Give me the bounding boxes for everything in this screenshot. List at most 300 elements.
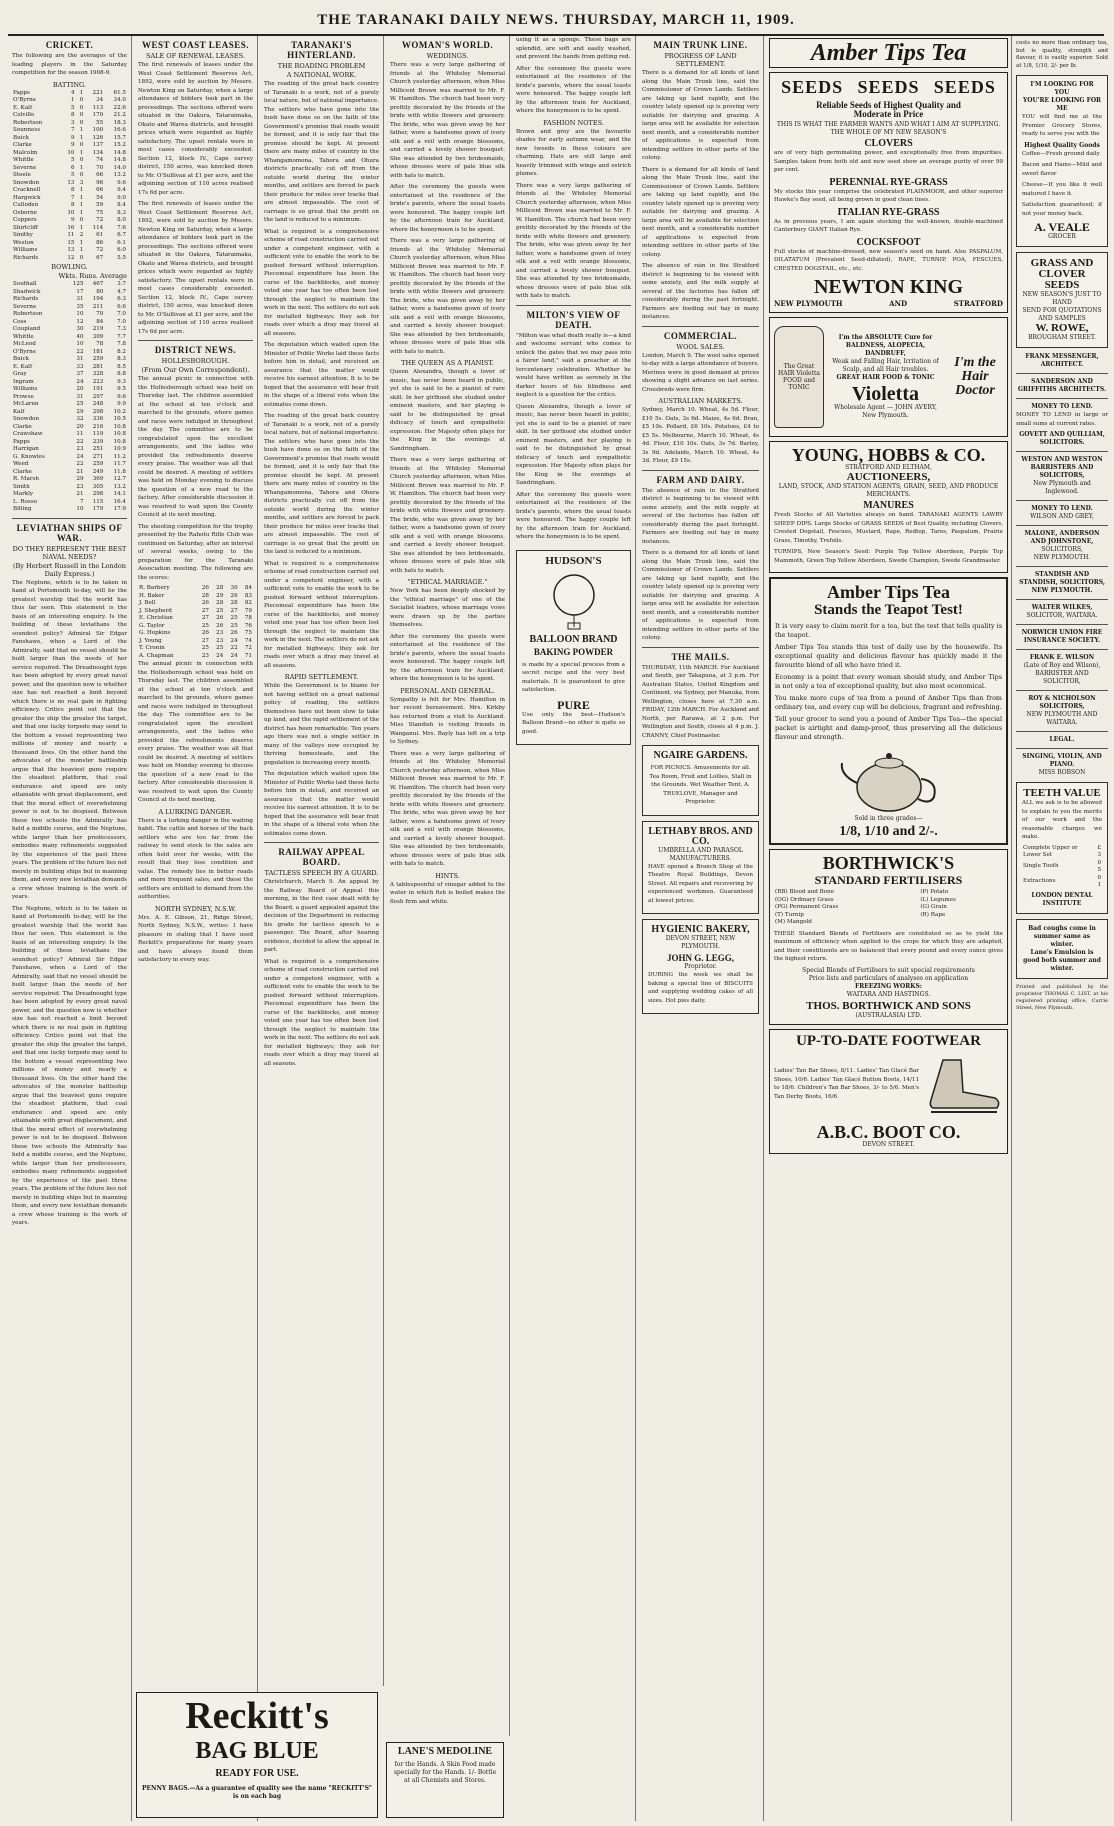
- batting-row-cell: 72: [96, 217, 104, 223]
- column-8: [1014, 36, 1110, 1821]
- score-row-cell: 25: [201, 622, 209, 629]
- bowling-row: [12, 319, 127, 327]
- score-row-cell: 71: [244, 652, 252, 659]
- commercial-heading: COMMERCIAL.: [663, 330, 738, 341]
- borthwick-company: THOS. BORTHWICK AND SONS: [806, 999, 971, 1012]
- score-row: [138, 615, 253, 623]
- personal-heading: PERSONAL AND GENERAL.: [400, 686, 495, 695]
- italian-heading: ITALIAN RYE-GRASS: [837, 206, 940, 218]
- batting-row-cell: 0: [79, 119, 84, 126]
- bowling-row-cell: 7.7: [117, 333, 126, 340]
- batting-row: [12, 240, 127, 248]
- batting-row: [12, 142, 127, 150]
- batting-row-cell: 0: [79, 97, 84, 103]
- bowling-row: [12, 356, 127, 364]
- roy-place: NEW PLYMOUTH AND WAITARA.: [1026, 711, 1098, 726]
- score-row-cell: J. Bell: [139, 600, 156, 606]
- seeds-word-3: SEEDS: [933, 77, 996, 97]
- bowling-row-cell: 281: [92, 363, 104, 370]
- score-row-cell: G. Hopkins: [139, 630, 171, 636]
- score-row-cell: 79: [244, 607, 252, 614]
- wool-body: London, March 9. The wool sales opened to-day with a large attendance of buyers. Merinos were in good demand at prices showing a slight advance on last series. Crossbreds were firm.: [642, 352, 759, 393]
- bowling-row: [12, 461, 127, 469]
- bowling-row-cell: 297: [92, 393, 104, 400]
- column-4: [386, 36, 510, 1736]
- farm-body: The absence of rain in the Stratford district is beginning to be viewed with some anxiety, and the milk supply at several of the factories has fallen off considerably during the past fortnight. Farmers are feeding out hay in many instances.: [642, 487, 759, 545]
- district-body: The annual picnic in connection with the Hollesborough school was held on Thursday last. The children assembled at the school at ten o'clock and marched to the grounds, where games and races were indulged in throughout the day. The committee are to be congratulated upon the excellent arrangements, and the ladies who provided the refreshments deserve every praise. The weather was all that could be desired. A meeting of settlers was held on Monday evening to discuss the question of a new road to the factory. After considerable discussion it was resolved to wait upon the County Council at its next meeting.: [138, 376, 253, 518]
- score-row: [138, 623, 253, 631]
- batting-row: [12, 195, 127, 203]
- score-row-cell: 30: [230, 585, 238, 591]
- farm-body-2: There is a demand for all kinds of land along the Main Trunk line, said the Commissioner of Crown Lands. Settlers are taking up land rapidly, and the country lately opened up is proving very suitable for dairying and grazing. A large area will be available for selection next month, and a considerable number of applications is expected from intending settlers in other parts of the colony.: [642, 550, 759, 641]
- divider: [1016, 500, 1108, 501]
- bowling-row-cell: 248: [92, 401, 104, 407]
- seeds-ad: [769, 72, 1008, 313]
- clovers-body: are of very high germinating power, and exceptionally free from impurities. Samples taken from both old and new seed show an average purity of over 99 per cent.: [774, 150, 1003, 173]
- district-body-2: The annual picnic in connection with the Hollesborough school was held on Thursday last. The children assembled at the school at ten o'clock and marched to the grounds, where games and races were indulged in throughout the day. The committee are to be congratulated upon the excellent arrangements, and the ladies who provided the refreshments deserve every praise. The weather was all that could be desired. A meeting of settlers was held on Monday evening to discuss the question of a new road to the factory. After considerable discussion it was resolved to wait upon the County Council at its next meeting.: [138, 661, 253, 803]
- bowling-row-cell: 31: [76, 296, 84, 302]
- batting-row-cell: 16.6: [113, 127, 126, 133]
- ngaire-ad: [642, 745, 759, 816]
- batting-row-cell: 1: [79, 194, 84, 201]
- bowling-row-cell: 9.9: [117, 401, 126, 407]
- bowling-row-cell: 336: [92, 416, 104, 422]
- borthwick-row-cell: (PG) Permanent Grass: [775, 904, 839, 910]
- wedding-body-3: There was a very large gathering of friends at the Whiteley Memorial Church yesterday afternoon, when Miss Millicent Brown was married to Mr. F. W. Hamilton. The church had been very prettily decorated by the friends of the bride with white flowers and greenery. The bride, who was given away by her father, wore a handsome gown of ivory silk and a veil with orange blossoms, and carried a lovely shower bouquet. She was attended by two bridesmaids, whose dresses were of pale blue silk with hats to match.: [390, 238, 505, 355]
- bowling-row-cell: 25: [76, 401, 84, 407]
- bowling-row-cell: 40: [76, 333, 84, 340]
- hinterland-sub-2: A NATIONAL WORK.: [286, 71, 357, 79]
- bowling-row-cell: Smith: [13, 483, 30, 490]
- bowling-row-cell: 251: [92, 446, 104, 452]
- batting-row-cell: 3: [70, 119, 75, 126]
- ethical-body: New York has been deeply shocked by the "ethical marriage" of one of the Socialist leaders, whose marriage vows were drawn up by the parties themselves.: [390, 588, 505, 628]
- batting-row-cell: Cracknell: [13, 187, 41, 193]
- weston-place: New Plymouth and Inglewood.: [1033, 480, 1091, 495]
- bowling-row-cell: 8.2: [117, 348, 126, 355]
- divider: [642, 470, 759, 471]
- bowling-row-cell: G. Knowles: [13, 453, 45, 460]
- divider: [1016, 731, 1108, 732]
- malone-place: NEW PLYMOUTH.: [1033, 554, 1091, 561]
- bowling-row-cell: 20: [76, 386, 84, 392]
- hygienic-sub: DEVON STREET, NEW PLYMOUTH.: [665, 935, 736, 950]
- footwear-body: Ladies' Tan Bar Shoes, 8/11. Ladies' Tan Glacé Bar Shoes, 10/6. Ladies' Tan Glacé Button Boots, 14/11 to 18/6. Children's Tan Bar Shoes, 3/- to 5/6. Men's Tan Derby Boots, 16/6.: [774, 1068, 919, 1100]
- hudson-body: is made by a special process from a secret recipe and the very best materials. It is guaranteed to give satisfaction.: [522, 661, 625, 693]
- teeth-prices: [1022, 845, 1102, 890]
- borthwick-row-cell: [919, 919, 1003, 927]
- score-row: [138, 638, 253, 646]
- hinterland-body-2: What is required is a comprehensive scheme of road construction carried out under a competent engineer, with a sufficient vote to enable the work to be pushed forward without interruption. Piecemeal expenditure has been the curse of the backblocks, and money voted one year has too often been lost through the neglect to maintain the work in the next. The settlers do not ask for metalled highways; they ask for roads over which a dray may travel at all seasons.: [264, 228, 379, 337]
- bowling-row-cell: 10.8: [113, 438, 126, 445]
- dental: LONDON DENTAL INSTITUTE: [1031, 891, 1093, 907]
- borthwick-footer-1: Special Blends of Fertilisers to suit special requirements: [802, 966, 975, 974]
- bowling-row-cell: 328: [92, 371, 104, 377]
- divider: [1016, 398, 1108, 399]
- batting-row: [12, 187, 127, 195]
- bowling-row: [12, 289, 127, 297]
- score-row: [138, 653, 253, 661]
- abc-name: A.B.C. BOOT CO.: [816, 1121, 961, 1142]
- bowling-row: [12, 491, 127, 499]
- batting-row-cell: 0: [79, 104, 84, 111]
- batting-row-cell: 3: [79, 179, 84, 186]
- bowling-row-cell: 21: [76, 491, 84, 497]
- score-row-cell: 25: [230, 615, 238, 621]
- batting-row-cell: Malcolm: [13, 149, 38, 156]
- teeth-row-cell: 0 1: [1097, 874, 1101, 888]
- column-6: [638, 36, 764, 1821]
- batting-label: BATTING.: [52, 80, 87, 89]
- teapot-body-4: You make more cups of tea from a pound of Amber Tips than from ordinary tea, and every cup will be delicious, fragrant and refreshing.: [775, 694, 1002, 711]
- batting-row-cell: 126: [92, 134, 104, 141]
- masthead: [8, 6, 1104, 36]
- leviathan-byline: (By Herbert Russell in the London Daily Express.): [12, 561, 126, 578]
- district-news-heading: DISTRICT NEWS.: [154, 345, 237, 355]
- bowling-row-cell: 37: [76, 371, 84, 377]
- bowling-row-cell: 249: [92, 468, 104, 475]
- bowling-row-cell: 33: [76, 363, 84, 370]
- cricket-heading: CRICKET.: [45, 40, 94, 50]
- divider: [1016, 566, 1108, 567]
- column-2: [134, 36, 258, 1821]
- divider: [1016, 451, 1108, 452]
- batting-row: [12, 210, 127, 218]
- bowling-row-cell: 16.4: [113, 498, 126, 505]
- borthwick-row: [774, 919, 1003, 927]
- hudson-brand: BALLOON BRAND: [529, 633, 618, 645]
- tonic-line-1: I'm the ABSOLUTE Cure for BALDNESS, ALOPECIA, DANDRUFF,: [838, 334, 933, 357]
- batting-row: [12, 202, 127, 210]
- lookfor-body: YOU will find me at the Premier Grocery Stores, ready to serve you with the: [1022, 114, 1102, 137]
- batting-row-cell: Shirtcliff: [13, 224, 38, 231]
- robson: MISS ROBSON: [1038, 769, 1086, 776]
- borthwick-row: [774, 889, 1003, 897]
- bowling-row-cell: 467: [92, 281, 104, 287]
- hudson-name: HUDSON'S: [545, 554, 602, 567]
- bowling-row-cell: 20: [76, 423, 84, 430]
- seeds-word-2: SEEDS: [857, 77, 920, 97]
- abc-place: DEVON STREET.: [862, 1140, 915, 1148]
- main-trunk-body: There is a demand for all kinds of land along the Main Trunk line, said the Commissioner of Crown Lands. Settlers are taking up land rapidly, and the country lately opened up is proving very suitable for dairying and grazing. A large area will be available for selection next month, and a considerable number of applications is expected from intending settlers in other parts of the colony.: [642, 70, 759, 161]
- batting-row-cell: 0: [79, 254, 84, 261]
- bowling-row-cell: 7: [79, 498, 84, 505]
- batting-row-cell: 8.4: [117, 202, 126, 208]
- borthwick-row-cell: (BB) Blood and Bone: [775, 889, 835, 895]
- bowling-row-cell: 11.7: [113, 461, 126, 467]
- batting-row-cell: 1: [79, 202, 84, 208]
- score-row-cell: 28: [216, 585, 224, 591]
- batting-row-cell: Richards: [13, 254, 39, 261]
- continued-body: using it as a sponge. These bags are splendid, are soft and easily washed, and prevent the hands from getting red.: [516, 37, 631, 60]
- seeds-line-3: THIS IS WHAT THE FARMER WANTS AND WHAT I AIM AT SUPPLYING.: [776, 121, 1001, 128]
- batting-row: [12, 135, 127, 143]
- masthead-title: THE TARANAKI DAILY NEWS. THURSDAY, MARCH 11, 1909.: [317, 11, 795, 28]
- coughs-body: Lane's Emulsion is good both summer and winter.: [1023, 948, 1101, 972]
- govett: GOVETT AND QUILLIAM, SOLICITORS.: [1019, 431, 1105, 446]
- batting-row-cell: 0: [79, 217, 84, 223]
- batting-row-cell: Severne: [13, 164, 37, 171]
- rowe-name: W. ROWE,: [1035, 322, 1089, 334]
- batting-row-cell: 221: [92, 89, 104, 96]
- manures-body: Fresh Stocks of All Varieties always on hand. TARANAKI AGENTS LAWRY SHEEP DIPS. Large Stocks of GRASS SEEDS of Best Quality, including Clovers, Crested Dogstail, Fescues, Mustard, Rape, Redtop, Tares, Paspalum, Prairie Grass, Timothy, Trefoils.: [774, 512, 1003, 544]
- batting-row-cell: 66: [96, 172, 104, 178]
- score-row-cell: 82: [244, 600, 252, 606]
- young-role-2: LAND, STOCK, AND STATION AGENTS, GRAIN, SEED, AND PRODUCE MERCHANTS.: [778, 483, 999, 498]
- bowling-row-cell: Coss: [13, 318, 27, 325]
- batting-row: [12, 112, 127, 120]
- score-row-cell: 25: [230, 622, 238, 629]
- personal-body-2: There was a very large gathering of friends at the Whiteley Memorial Church yesterday afternoon, when Miss Millicent Brown was married to Mr. F. W. Hamilton. The church had been very prettily decorated by the friends of the bride with white flowers and greenery. The bride, who was given away by her father, wore a handsome gown of ivory silk and a veil with orange blossoms, and carried a lovely shower bouquet. She was attended by two bridesmaids, whose dresses were of pale blue silk with hats to match.: [390, 750, 505, 867]
- score-row-cell: R. Barbery: [139, 585, 170, 591]
- borthwick-company-2: (AUSTRALASIA) LTD.: [855, 1011, 922, 1019]
- teeth-row-cell: Complete Upper or Lower Set: [1023, 844, 1078, 858]
- bowling-row: [12, 401, 127, 409]
- legal: LEGAL.: [1049, 736, 1075, 743]
- batting-row-cell: 16: [67, 224, 75, 231]
- bowling-row-cell: 12.7: [113, 476, 126, 482]
- batting-row: [12, 90, 127, 98]
- bowling-row-cell: 31: [76, 356, 84, 362]
- batting-row-cell: 7.6: [117, 224, 126, 231]
- bowling-row-cell: 211: [92, 303, 104, 310]
- batting-row-cell: 8: [70, 112, 75, 118]
- score-row-cell: 26: [230, 630, 238, 636]
- score-row-cell: T. Cronin: [139, 645, 165, 651]
- batting-row-cell: Culloden: [13, 202, 39, 208]
- teapot-title-2: Stands the Teapot Test!: [814, 602, 963, 618]
- bowling-row-cell: Buick: [13, 356, 30, 362]
- queen-body-2: There was a very large gathering of friends at the Whiteley Memorial Church yesterday afternoon, when Miss Millicent Brown was married to Mr. F. W. Hamilton. The church had been very prettily decorated by the friends of the bride with white flowers and greenery. The bride, who was given away by her father, wore a handsome gown of ivory silk and a veil with orange blossoms, and carried a lovely shower bouquet. She was attended by two bridesmaids, whose dresses were of pale blue silk with hats to match.: [390, 457, 505, 574]
- hygienic-body: DURING the week we shall be baking a special line of BISCUITS and supplying wedding cakes of all sizes. Hot pies daily.: [648, 972, 753, 1004]
- bowling-row-cell: 9.3: [117, 378, 126, 385]
- batting-row-cell: 1: [79, 224, 84, 231]
- west-coast-body: The first renewals of leases under the West Coast Settlement Reserves Act, 1892, were sold by auction by Messrs. Newton King on Saturday, when a large attendance of bidders took part in the proceedings. The sections offered were situated in the Oakura, Tataraimaka, Okato and Warea districts, and brought prices which were regarded as highly satisfactory. The upset rentals were in most cases considerably exceeded. Section 12, block IV., Cape survey district, 150 acres, was knocked down to Mr. O'Sullivan at £1 per acre, and the adjoining section of 110 acres realised 17s 6d per acre.: [138, 62, 253, 196]
- bowling-row-cell: 22: [76, 461, 84, 467]
- divider: [264, 842, 379, 843]
- tonic-agent: Wholesale Agent — JOHN AVERY, New Plymouth.: [834, 404, 937, 419]
- column-1: [8, 36, 132, 1821]
- borthwick-row-cell: (R) Rape: [920, 911, 946, 918]
- batting-row-cell: 66: [96, 187, 104, 193]
- teapot-body-1: It is very easy to claim merit for a tea, but the test that tells quality is the teapot.: [775, 622, 1002, 639]
- bowling-row-cell: Harrigan: [13, 446, 39, 452]
- rowe-place: BROUGHAM STREET.: [1028, 334, 1096, 341]
- bowling-row-cell: 29: [76, 476, 84, 482]
- bowling-row: [12, 364, 127, 372]
- main-trunk-body-3: The absence of rain in the Stratford district is beginning to be viewed with some anxiety, and the milk supply at several of the factories has fallen off considerably during the past fortnight. Farmers are feeding out hay in many instances.: [642, 263, 759, 320]
- balloon-icon: [544, 571, 604, 631]
- batting-row-cell: 15.2: [113, 142, 126, 148]
- clovers-heading: CLOVERS: [864, 138, 913, 149]
- batting-row-cell: 1: [79, 89, 84, 96]
- ngaire-body: FOR PICNICS. Amusements for all. Tea Room, Fruit and Lollies, Stall in the Grounds. Wet Weather Tent. A. TRUELOVE, Manager and Proprietor.: [649, 765, 752, 805]
- batting-row-cell: 67: [96, 254, 104, 261]
- borthwick-row: [774, 904, 1003, 912]
- bowling-row: [12, 371, 127, 379]
- lanes-ad: [386, 1742, 504, 1818]
- bowling-row-cell: Richards: [13, 296, 39, 302]
- batting-row-cell: 6.7: [117, 232, 126, 238]
- seeds-line-1: Reliable Seeds of Highest Quality and: [816, 100, 961, 110]
- wilson-2-role: (Late of Roy and Wilson), BARRISTER AND SOLICITOR,: [1023, 662, 1101, 685]
- bowling-row-cell: Coupland: [13, 326, 41, 332]
- bowling-row: [12, 476, 127, 484]
- batting-row-cell: 14.0: [113, 164, 126, 171]
- divider: [1016, 373, 1108, 374]
- hinterland-body-1: The roading of the great back country of Taranaki is a work, not of a purely local nature, but of national importance. The settlers who have gone into the bush have done so on the faith of the Government's promise that roads would be formed, and it is only fair that the promise should be kept. At present there are many miles of country in the Whangamomona, Tahora and Ohura districts practically cut off from the outside world during the winter months, and settlers are forced to pack their produce for miles over tracks that are almost impassable. The cost of carriage is so great that the profit on the land is reduced to a minimum.: [264, 81, 379, 223]
- batting-row-cell: 6.0: [117, 247, 126, 253]
- hygienic-owner: JOHN G. LEGG,: [666, 953, 734, 963]
- seeds-banner: [774, 77, 1003, 98]
- bowling-row-cell: 11: [76, 431, 84, 437]
- main-trunk-heading: MAIN TRUNK LINE.: [653, 40, 748, 50]
- bowling-row-cell: 70: [96, 311, 104, 317]
- lurking-danger-heading: A LURKING DANGER.: [158, 807, 233, 816]
- score-row-cell: 23: [201, 652, 209, 659]
- divider: [1016, 649, 1108, 650]
- divider: [12, 518, 127, 519]
- wedding-body-1: There was a very large gathering of friends at the Whiteley Memorial Church yesterday afternoon, when Miss Millicent Brown was married to Mr. F. W. Hamilton. The church had been very prettily decorated by the friends of the bride with white flowers and greenery. The bride, who was given away by her father, wore a handsome gown of ivory silk and a veil with orange blossoms, and carried a lovely shower bouquet. She was attended by two bridesmaids, whose dresses were of pale blue silk with hats to match.: [390, 62, 505, 179]
- ethical-body-2: After the ceremony the guests were entertained at the residence of the bride's parents, where the usual toasts were honoured. The happy couple left by the afternoon train for Auckland, where the honeymoon is to be spent.: [390, 633, 505, 682]
- batting-row-cell: 13.2: [113, 172, 126, 178]
- score-row-cell: 75: [244, 630, 252, 636]
- divider: [1016, 624, 1108, 625]
- bowling-row: [12, 454, 127, 462]
- bowling-row-cell: 10.2: [113, 408, 126, 415]
- messenger: FRANK MESSENGER, ARCHITECT.: [1025, 353, 1099, 368]
- sanderson: SANDERSON AND GRIFFITHS ARCHITECTS.: [1017, 378, 1107, 393]
- lookfor-heading: I'M LOOKING FOR YOU: [1030, 81, 1094, 96]
- score-row-cell: 24: [216, 652, 224, 659]
- grass-sub: NEW SEASON'S JUST TO HAND: [1022, 291, 1102, 306]
- score-row-cell: 27: [201, 607, 209, 614]
- bowling-row-cell: 4.7: [117, 288, 126, 295]
- seeds-word-1: SEEDS: [781, 77, 844, 97]
- bowling-row-cell: Severne: [13, 303, 37, 310]
- tonic-line-2: Weak and Falling Hair, Irritation of Scalp, and all Hair troubles.: [832, 358, 939, 373]
- bowling-row: [12, 296, 127, 304]
- bowling-row-cell: 11.2: [113, 453, 126, 460]
- borthwick-row: [774, 897, 1003, 905]
- bowling-row-cell: 7.3: [117, 326, 126, 332]
- turnips-body: TURNIPS, New Season's Seed: Purple Top Yellow Aberdeen, Purple Top Mammoth, Green Top Yellow Aberdeen, Swede Champion, Swede Grandmaster.: [774, 549, 1003, 564]
- railway-heading: RAILWAY APPEAL BOARD.: [278, 847, 365, 867]
- score-row: [138, 585, 253, 593]
- batting-row: [12, 127, 127, 135]
- fashion-body: Brown and grey are the favourite shades for early autumn wear, and the new tweeds in these colours are charming. Hats are still large and heavily trimmed with wings and ostrich plumes.: [516, 128, 631, 177]
- markets-heading: AUSTRALIAN MARKETS.: [658, 397, 743, 405]
- hygienic-role: Proprietor.: [684, 963, 717, 970]
- batting-row-cell: 59: [96, 202, 104, 208]
- district-from: (From Our Own Correspondent).: [141, 366, 250, 374]
- manures-heading: MANURES: [863, 500, 914, 511]
- batting-row-cell: 61: [96, 232, 104, 238]
- score-row-cell: 72: [244, 645, 252, 651]
- bowling-row-cell: 24: [76, 378, 84, 385]
- batting-row-cell: 15.7: [113, 134, 126, 141]
- borthwick-footer-4: WAITARA AND HASTINGS.: [846, 990, 931, 998]
- bowling-row-cell: 239: [92, 438, 104, 445]
- milton-body-2: Queen Alexandra, though a lover of music, has never been heard in public, yet she is said to be a pianist of rare skill. In her girlhood she studied under eminent masters, and her playing is said to be distinguished by great delicacy of touch and sympathetic expression. Her Majesty often plays for the King in the evenings at Sandringham.: [516, 403, 631, 486]
- batting-row-cell: 9.6: [117, 179, 126, 186]
- bowling-row-cell: 259: [92, 461, 104, 467]
- bowling-row: [12, 446, 127, 454]
- north-sydney-body: Mrs. A. E. Gibson, 21, Ridge Street, North Sydney, N.S.W., writes: I have pleasure in stating that I have used Reckitt's preparations for many years and have always found them satisfactory in every way.: [138, 914, 253, 963]
- bowling-row: [12, 326, 127, 334]
- borthwick-footer-3: FREEZING WORKS:: [855, 982, 922, 990]
- batting-row-cell: 6: [70, 164, 75, 171]
- bowling-row: [12, 334, 127, 342]
- queen-body: Queen Alexandra, though a lover of music, has never been heard in public, yet she is said to be a pianist of rare skill. In her girlhood she studied under eminent masters, and her playing is said to be distinguished by great delicacy of touch and sympathetic expression. Her Majesty often plays for the King in the evenings at Sandringham.: [390, 369, 505, 452]
- lanes-body: for the Hands. A Skin Food made specially for the Hands. 1/- Bottle at all Chemists and Stores.: [393, 1761, 497, 1784]
- railway-body: Christchurch, March 9. An appeal by the Railway Board of Appeal this morning, in the first case dealt with by the Board, a guard appealed against the decision of the Department in reducing his grade for tactless speech to a passenger. The Board, after hearing evidence, decided to allow the appeal in part.: [264, 879, 379, 953]
- malone: MALONE, ANDERSON AND JOHNSTONE,: [1024, 530, 1100, 545]
- batting-row-cell: 0: [79, 172, 84, 178]
- bowling-row-cell: 17.9: [113, 506, 126, 512]
- lanes-name: LANE'S MEDOLINE: [397, 1746, 493, 1757]
- rapid-settlement-heading: RAPID SETTLEMENT.: [284, 673, 359, 681]
- bowling-row-cell: Weed: [13, 461, 29, 467]
- standish: STANDISH AND STANDISH, SOLICITORS, NEW PLYMOUTH.: [1019, 571, 1105, 594]
- bowling-row-cell: 11.8: [113, 468, 126, 475]
- amber-title: Amber Tips Tea: [810, 40, 967, 66]
- batting-row-cell: 1: [79, 209, 84, 216]
- score-row-cell: 74: [244, 637, 252, 644]
- bowling-row: [12, 431, 127, 439]
- bowling-row-cell: L. Rosso: [13, 498, 37, 505]
- perennial-body: My stocks this year comprise the celebrated PLAINMOOR, and other superior Hawke's Bay seed, all being grown in good clean lines.: [774, 188, 1003, 203]
- batting-row-cell: Robertson: [13, 119, 43, 126]
- violetta-ad: [769, 317, 1008, 437]
- teeth-row: [1022, 860, 1102, 875]
- bowling-row-cell: 78: [96, 341, 104, 347]
- bowling-row: [12, 469, 127, 477]
- hygienic-ad: [642, 919, 759, 1014]
- continued-body-2: After the ceremony the guests were entertained at the residence of the bride's parents, where the usual toasts were honoured. The happy couple left by the afternoon train for Auckland, where the honeymoon is to be spent.: [516, 65, 631, 114]
- batting-row-cell: 4: [70, 89, 75, 96]
- batting-row-cell: Smithy: [13, 232, 33, 238]
- bowling-row-cell: 298: [92, 491, 104, 497]
- score-row-cell: 76: [244, 622, 252, 629]
- leviathan-title: DO THEY REPRESENT THE BEST NAVAL NEEDS?: [12, 544, 127, 561]
- bowling-row-cell: 194: [92, 296, 104, 302]
- score-row: [138, 645, 253, 653]
- grass-body: SEND FOR QUOTATIONS AND SAMPLES: [1022, 307, 1102, 322]
- column-5: [512, 36, 636, 1821]
- rowe-ad: [1016, 252, 1108, 348]
- batting-row-cell: 1: [79, 239, 84, 246]
- bowling-row-cell: 298: [92, 408, 104, 415]
- teapot-body-2: Amber Tips Tea stands this test of daily use by the housewife. Its exceptional quality and delicious flavour has quickly made it the favourite blend of all who have tried it.: [775, 643, 1002, 669]
- grass-heading-1: GRASS AND: [1030, 257, 1094, 269]
- reckitts-ad: [136, 1692, 378, 1818]
- newton-and: AND: [889, 299, 908, 308]
- score-row-cell: 27: [201, 615, 209, 621]
- printer: Printed and published by the proprietor THOMAS C. LIST, at his registered printing office, Currie Street, New Plymouth.: [1016, 983, 1108, 1011]
- bowling-row: [12, 311, 127, 319]
- west-coast-heading: WEST COAST LEASES.: [142, 40, 249, 50]
- borthwick-row-cell: (L) Legumes: [920, 896, 956, 903]
- bowling-row-cell: 119: [92, 431, 104, 437]
- bowling-row-cell: 31: [76, 393, 84, 400]
- score-row-cell: 83: [244, 592, 252, 599]
- batting-row: [12, 172, 127, 180]
- batting-row-cell: 5: [70, 104, 75, 111]
- milton-body: "Milton was what death really is—a kind and welcome servant who comes to unlock the gates that we may pass into a fairer land," said a preacher at the tercentenary celebration. Whether he would have written as serenely in the darker hours of his blindness and neglect is a question for the critics.: [516, 332, 631, 398]
- bowling-row-cell: Williams: [13, 386, 38, 392]
- mails-body: THURSDAY, 11th MARCH. For Auckland and South, per Takapuna, at 3 p.m. For Australian States, United Kingdom and Continent, via Sydney, per Manuka, from Wellington, closes here at 7.30 a.m. FRIDAY, 12th MARCH. For Auckland and North, per Rarawa, at 2 p.m. For Wellington and South, closes at 4 p.m. J. CRANNY, Chief Postmaster.: [642, 664, 759, 739]
